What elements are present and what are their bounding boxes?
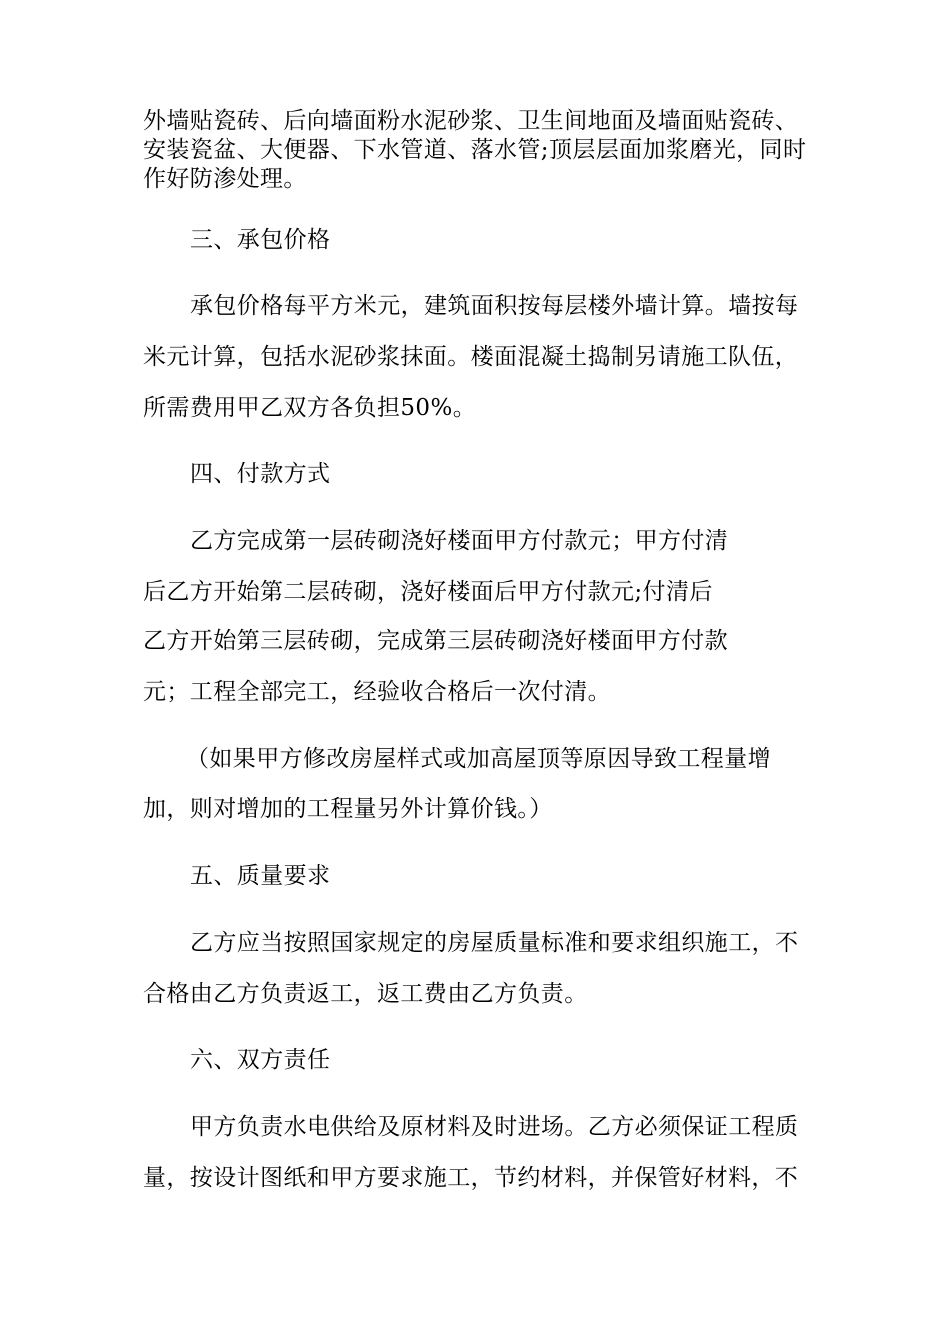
section5-line-2: 合格由乙方负责返工，返工费由乙方负责。 — [143, 981, 588, 1007]
section4-note-line-2: 加，则对增加的工程量另外计算价钱。） — [143, 796, 553, 822]
section3-line-1: 承包价格每平方米元，建筑面积按每层楼外墙计算。墙按每 — [190, 293, 799, 319]
intro-line-3: 作好防渗处理。 — [143, 166, 307, 192]
section4-heading: 四、付款方式 — [190, 461, 331, 487]
section4-line-3: 乙方开始第三层砖砌，完成第三层砖砌浇好楼面甲方付款 — [143, 628, 728, 654]
section5-heading: 五、质量要求 — [190, 863, 331, 889]
section5-line-1: 乙方应当按照国家规定的房屋质量标准和要求组织施工，不 — [190, 930, 799, 956]
section4-line-2: 后乙方开始第二层砖砌，浇好楼面后甲方付款元;付清后 — [143, 579, 713, 605]
section4-line-4: 元；工程全部完工，经验收合格后一次付清。 — [143, 679, 611, 705]
section6-line-1: 甲方负责水电供给及原材料及时进场。乙方必须保证工程质 — [190, 1114, 799, 1140]
section6-line-2: 量，按设计图纸和甲方要求施工，节约材料，并保管好材料，不 — [143, 1165, 799, 1191]
section3-line-2: 米元计算，包括水泥砂浆抹面。楼面混凝土捣制另请施工队伍， — [143, 344, 799, 370]
section4-note-line-1: （如果甲方修改房屋样式或加高屋顶等原因导致工程量增 — [186, 746, 771, 772]
section3-line-3: 所需费用甲乙双方各负担50%。 — [143, 395, 477, 421]
intro-line-2: 安装瓷盆、大便器、下水管道、落水管;顶层层面加浆磨光，同时 — [143, 137, 807, 163]
section3-heading: 三、承包价格 — [190, 227, 331, 253]
intro-line-1: 外墙贴瓷砖、后向墙面粉水泥砂浆、卫生间地面及墙面贴瓷砖、 — [143, 108, 799, 134]
section4-line-1: 乙方完成第一层砖砌浇好楼面甲方付款元；甲方付清 — [190, 528, 729, 554]
section6-heading: 六、双方责任 — [190, 1047, 331, 1073]
